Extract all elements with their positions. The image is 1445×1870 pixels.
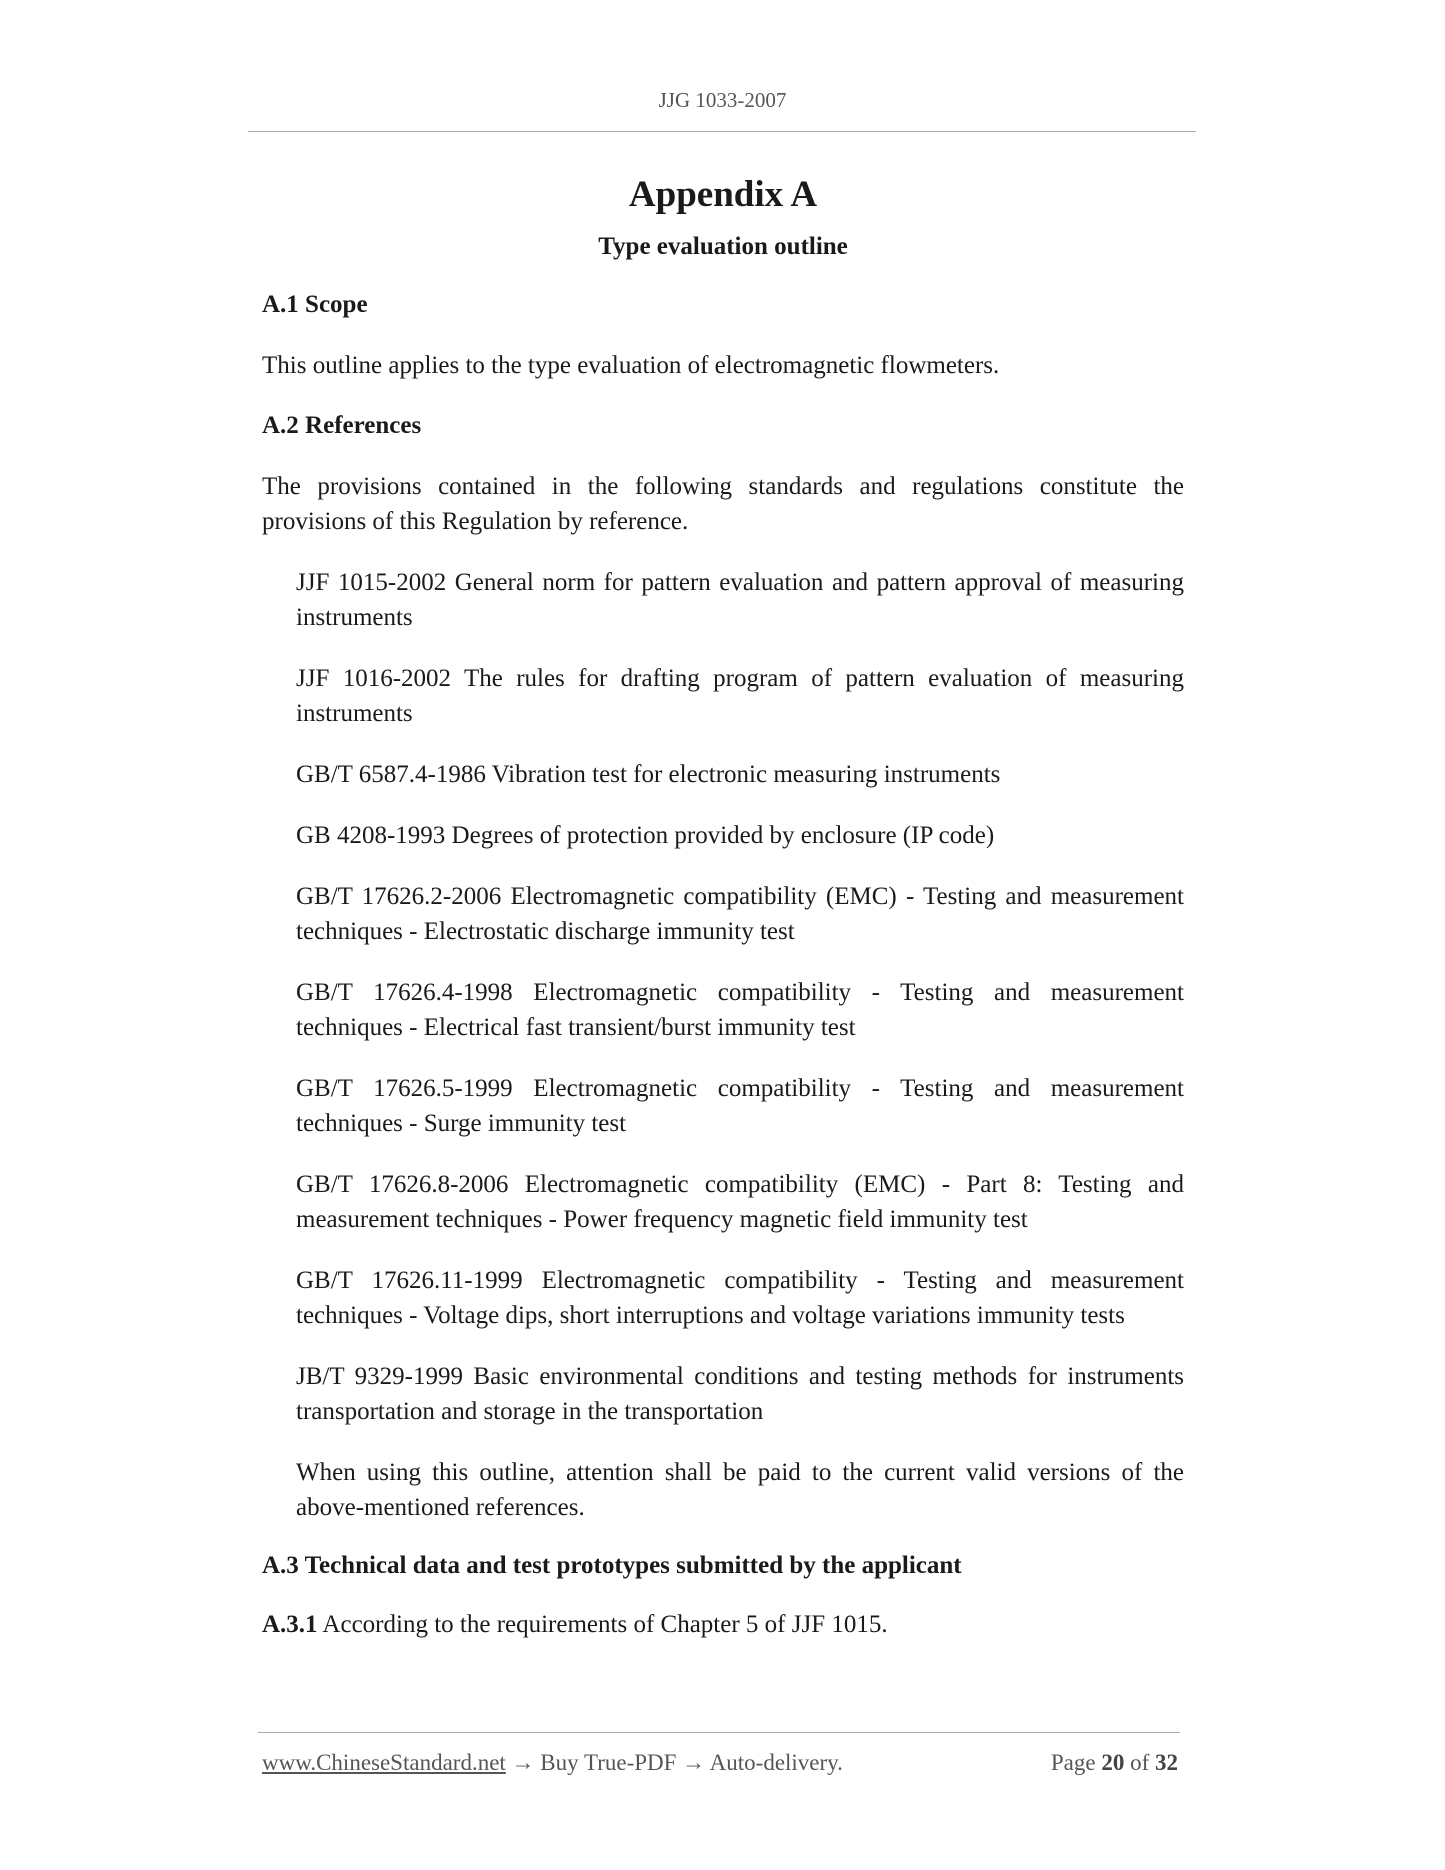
website-link[interactable]: www.ChineseStandard.net [262,1750,506,1775]
page-label: Page [1050,1750,1096,1775]
appendix-subtitle: Type evaluation outline [598,233,848,260]
references-note: When using this outline, attention shall be paid to the current valid versions of the above-mentioned references. [296,1459,1184,1521]
document-id-header: JJG 1033-2007 [658,88,787,112]
reference-item: GB/T 17626.2-2006 Electromagnetic compatibility (EMC) - Testing and measurement techniques - Electrostatic discharge immunity test [296,883,1184,945]
references-intro-paragraph: The provisions contained in the following standards and regulations constitute the provisions of this Regulation by reference. [262,473,1184,535]
page-number [1051,1750,1178,1776]
section-heading-a3: A.3 Technical data and test prototypes submitted by the applicant [262,1552,962,1579]
reference-item: JJF 1016-2002 The rules for drafting program of pattern evaluation of measuring instruments [296,665,1184,727]
page-of-label: of [1130,1750,1150,1775]
reference-item: GB/T 17626.8-2006 Electromagnetic compatibility (EMC) - Part 8: Testing and measurement techniques - Power frequency magnetic field immunity test [296,1171,1184,1233]
footer-promo-text: → Buy True-PDF → Auto-delivery. [505,1750,843,1775]
page-current: 20 [1101,1750,1125,1775]
footer-promo [262,1750,843,1776]
appendix-title: Appendix A [628,174,818,215]
clause-a31-label: A.3.1 [262,1611,318,1638]
page-content [262,170,1184,1642]
reference-item: GB/T 17626.4-1998 Electromagnetic compatibility - Testing and measurement techniques - Electrical fast transient/burst immunity test [296,979,1184,1041]
reference-item: GB 4208-1993 Degrees of protection provided by enclosure (IP code) [296,822,995,849]
reference-item: JB/T 9329-1999 Basic environmental conditions and testing methods for instruments transportation and storage in the transportation [296,1363,1184,1425]
section-heading-a1: A.1 Scope [262,291,368,318]
page-footer [262,1750,1178,1776]
reference-item: GB/T 17626.5-1999 Electromagnetic compatibility - Testing and measurement techniques - Surge immunity test [296,1075,1184,1137]
page-total: 32 [1155,1750,1178,1775]
clause-a31-text: According to the requirements of Chapter 5 of JJF 1015. [317,1611,888,1638]
reference-item: GB/T 6587.4-1986 Vibration test for electronic measuring instruments [296,761,1001,788]
footer-divider [258,1732,1180,1733]
scope-paragraph: This outline applies to the type evaluation of electromagnetic flowmeters. [262,352,1000,379]
clause-a31 [262,1607,1184,1642]
reference-item: GB/T 17626.11-1999 Electromagnetic compatibility - Testing and measurement techniques - Voltage dips, short interruptions and voltage variations immunity tests [296,1267,1184,1329]
reference-list [262,565,1184,1525]
reference-item: JJF 1015-2002 General norm for pattern evaluation and pattern approval of measuring instruments [296,569,1184,631]
section-heading-a2: A.2 References [262,412,422,439]
header-divider [248,131,1196,132]
